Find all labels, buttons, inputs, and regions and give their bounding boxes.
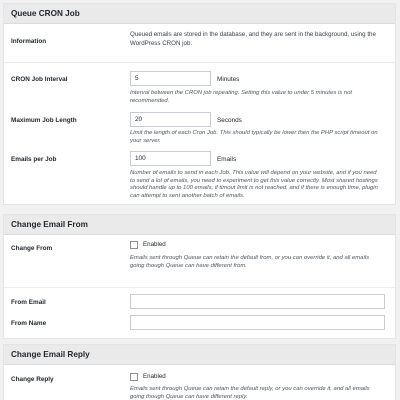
emails-per-job-label: Emails per Job (11, 156, 57, 163)
from-name-row (4, 312, 395, 339)
change-reply-row (4, 365, 395, 400)
information-row (4, 24, 395, 62)
from-name-label: From Name (11, 320, 47, 327)
change-reply-enabled-label[interactable]: Enabled (143, 373, 166, 380)
change-reply-label: Change Reply (11, 376, 54, 383)
max-job-length-input[interactable]: 20 (130, 112, 211, 127)
max-job-length-help: Limit the length of each Cron Job. This should typically be lower then the PHP script timeout on your server. (130, 130, 378, 144)
change-reply-checkbox[interactable] (130, 373, 138, 381)
emails-per-job-unit: Emails (217, 156, 237, 163)
max-job-length-row (4, 107, 395, 149)
information-label: Information (11, 38, 47, 45)
change-from-label: Change From (11, 245, 53, 252)
information-text: Queued emails are stored in the database, and they are sent in the background, using the WordPress CRON job. (130, 31, 376, 47)
change-email-reply-title: Change Email Reply (4, 345, 395, 365)
cron-interval-unit: Minutes (217, 76, 240, 83)
change-reply-help: Emails sent through Queue can retain the default reply, or you can override it, and all emails going though Queue can have different reply. (130, 386, 370, 400)
change-from-row (4, 235, 395, 287)
emails-per-job-input[interactable]: 100 (130, 151, 211, 166)
change-from-help: Emails sent through Queue can retain the default from, or you can override it, and all emails going though Queue can have different from. (130, 255, 370, 269)
change-from-enabled-label[interactable]: Enabled (143, 241, 166, 248)
change-email-reply-panel (3, 344, 396, 400)
cron-interval-row (4, 62, 395, 107)
cron-interval-help: Interval between the CRON job repeating. Setting this value to under 5 minutes is not recommended. (130, 90, 353, 104)
emails-per-job-help: Number of emails to send in each Job. This value will depend on your website, and if you need to send a lot of emails, you need to experiment to get this value correctly. Most shared hostings should handle up to 100 emails, if timout limit is not reached, and if there is enough time, plugin can attempt to sent another batch of emails. (130, 170, 378, 199)
max-job-length-unit: Seconds (217, 117, 242, 124)
from-email-row (4, 287, 395, 312)
queue-cron-panel (3, 3, 396, 205)
emails-per-job-row (4, 149, 395, 205)
from-email-label: From Email (11, 299, 46, 306)
change-email-from-panel (3, 214, 396, 339)
from-email-input[interactable] (130, 294, 385, 309)
from-name-input[interactable] (130, 315, 385, 330)
cron-interval-label: CRON Job Interval (11, 76, 68, 83)
max-job-length-label: Maximum Job Length (11, 117, 77, 124)
cron-interval-input[interactable]: 5 (130, 71, 211, 86)
queue-cron-title: Queue CRON Job (4, 4, 395, 24)
change-email-from-title: Change Email From (4, 215, 395, 235)
change-from-checkbox[interactable] (130, 241, 138, 249)
